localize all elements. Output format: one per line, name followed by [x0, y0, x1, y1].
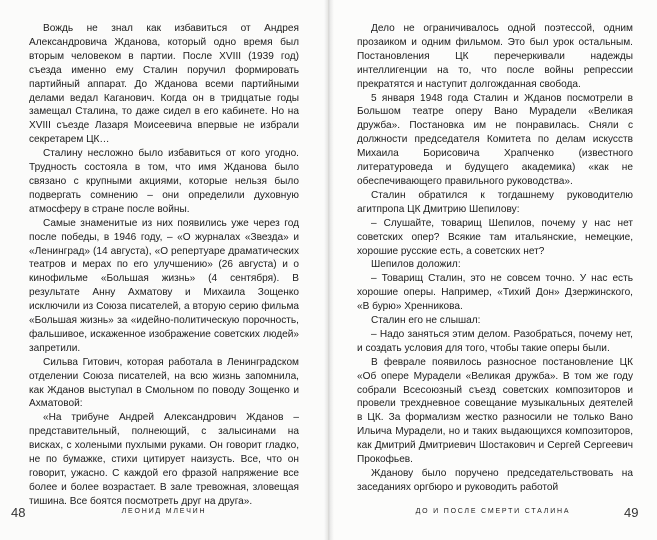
paragraph: Сталин обратился к тогдашнему руководителю агитпропа ЦК Дмитрию Шепилову:: [357, 189, 633, 215]
paragraph: 5 января 1948 года Сталин и Жданов посмотрели в Большом театре оперу Вано Мурадели «Великая дружба». Постановка им не понравилась. Сняли с должности председателя Комитета по делам искусств Михаила Борисовича Храпченко (известного литературоведа и будущего академика) «как не обеспечивающего правильного руководства».: [357, 92, 633, 187]
right-page: [329, 0, 657, 540]
dialogue-line: – Надо заняться этим делом. Разобраться, почему нет, и создать условия для того, чтобы такие оперы были.: [357, 328, 633, 354]
quote-paragraph: «На трибуне Андрей Александрович Жданов – представительный, полнеющий, с залысинами на висках, с холеными пухлыми руками. Он говорит гладко, не по бумажке, стихи цитирует наизусть. Все, что он говорит, ужасно. С каждой его фразой напряжение все более и более возрастает. В зале тревожная, зловещая тишина. Все боятся посмотреть друг на друга».: [29, 412, 299, 507]
paragraph: Вождь не знал как избавиться от Андрея Александровича Жданова, который одно время был вторым человеком в партии. После XVIII (1939 год) съезда именно ему Сталин поручил формировать партийный аппарат. До Жданова всеми партийными делами ведал Каганович. Когда он в тридцатые годы замещал Сталина, то даже сидел в его кабинете. Но на XVIII съезде Лазаря Моисеевича впервые не избрали секретарем ЦК…: [29, 23, 299, 146]
left-page: [0, 0, 328, 540]
paragraph: Сильва Гитович, которая работала в Ленинградском отделении Союза писателей, на всю жизнь запомнила, как Жданов выступал в Смольном по поводу Зощенко и Ахматовой:: [29, 356, 299, 410]
book-spine-shadow: [324, 0, 334, 540]
paragraph: Жданову было поручено председательствовать на заседаниях оргбюро и руководить работой: [357, 468, 633, 493]
left-page-text: [29, 22, 299, 509]
dialogue-line: – Слушайте, товарищ Шепилов, почему у нас нет советских опер? Всякие там итальянские, немецкие, хорошие русские есть, а советских нет?: [357, 217, 633, 257]
running-head-title: ДО И ПОСЛЕ СМЕРТИ СТАЛИНА: [415, 508, 571, 515]
paragraph: Дело не ограничивалось одной поэтессой, одним прозаиком и одним фильмом. Это был урок остальным. Постановления ЦК перечеркивали надежды интеллигенции на то, что после войны репрессии прекратятся и наступит долгожданная свобода.: [357, 23, 633, 90]
paragraph: Сталину несложно было избавиться от кого угодно. Трудность состояла в том, что имя Жданова было связано с крупными акциями, которые нельзя было подвергать сомнению – они определили духовную атмосферу в стране после войны.: [29, 148, 299, 215]
page-number-right: 49: [624, 505, 639, 520]
page-number-left: 48: [11, 505, 26, 520]
paragraph: Шепилов доложил:: [371, 259, 461, 271]
running-head-author: ЛЕОНИД МЛЕЧИН: [121, 508, 207, 515]
paragraph: В феврале появилось разносное постановление ЦК «Об опере Мурадели «Великая дружба». В том же году собрали Всесоюзный съезд советских композиторов и провели трехдневное совещание музыкальных деятелей в ЦК. За формализм жестко разносили не только Вано Ильича Мурадели, но и таких выдающихся композиторов, как Дмитрий Дмитриевич Шостакович и Сергей Сергеевич Прокофьев.: [357, 356, 633, 466]
paragraph: Самые знаменитые из них появились уже через год после победы, в 1946 году, – «О журналах «Звезда» и «Ленинград» (14 августа), «О репертуаре драматических театров и мерах по его улучшению» (26 августа) и о кинофильме «Большая жизнь» (4 сентября). В результате Анну Ахматову и Михаила Зощенко исключили из Союза писателей, а вторую серию фильма «Большая жизнь» за «идейно-политическую порочность, фальшивое, искаженное изображение советских людей» запретили.: [29, 217, 299, 354]
right-page-text: [357, 22, 633, 495]
dialogue-line: – Товарищ Сталин, это не совсем точно. У нас есть хорошие оперы. Например, «Тихий Дон» Дзержинского, «В бурю» Хренникова.: [357, 273, 633, 313]
paragraph: Сталин его не слышал:: [371, 315, 481, 327]
